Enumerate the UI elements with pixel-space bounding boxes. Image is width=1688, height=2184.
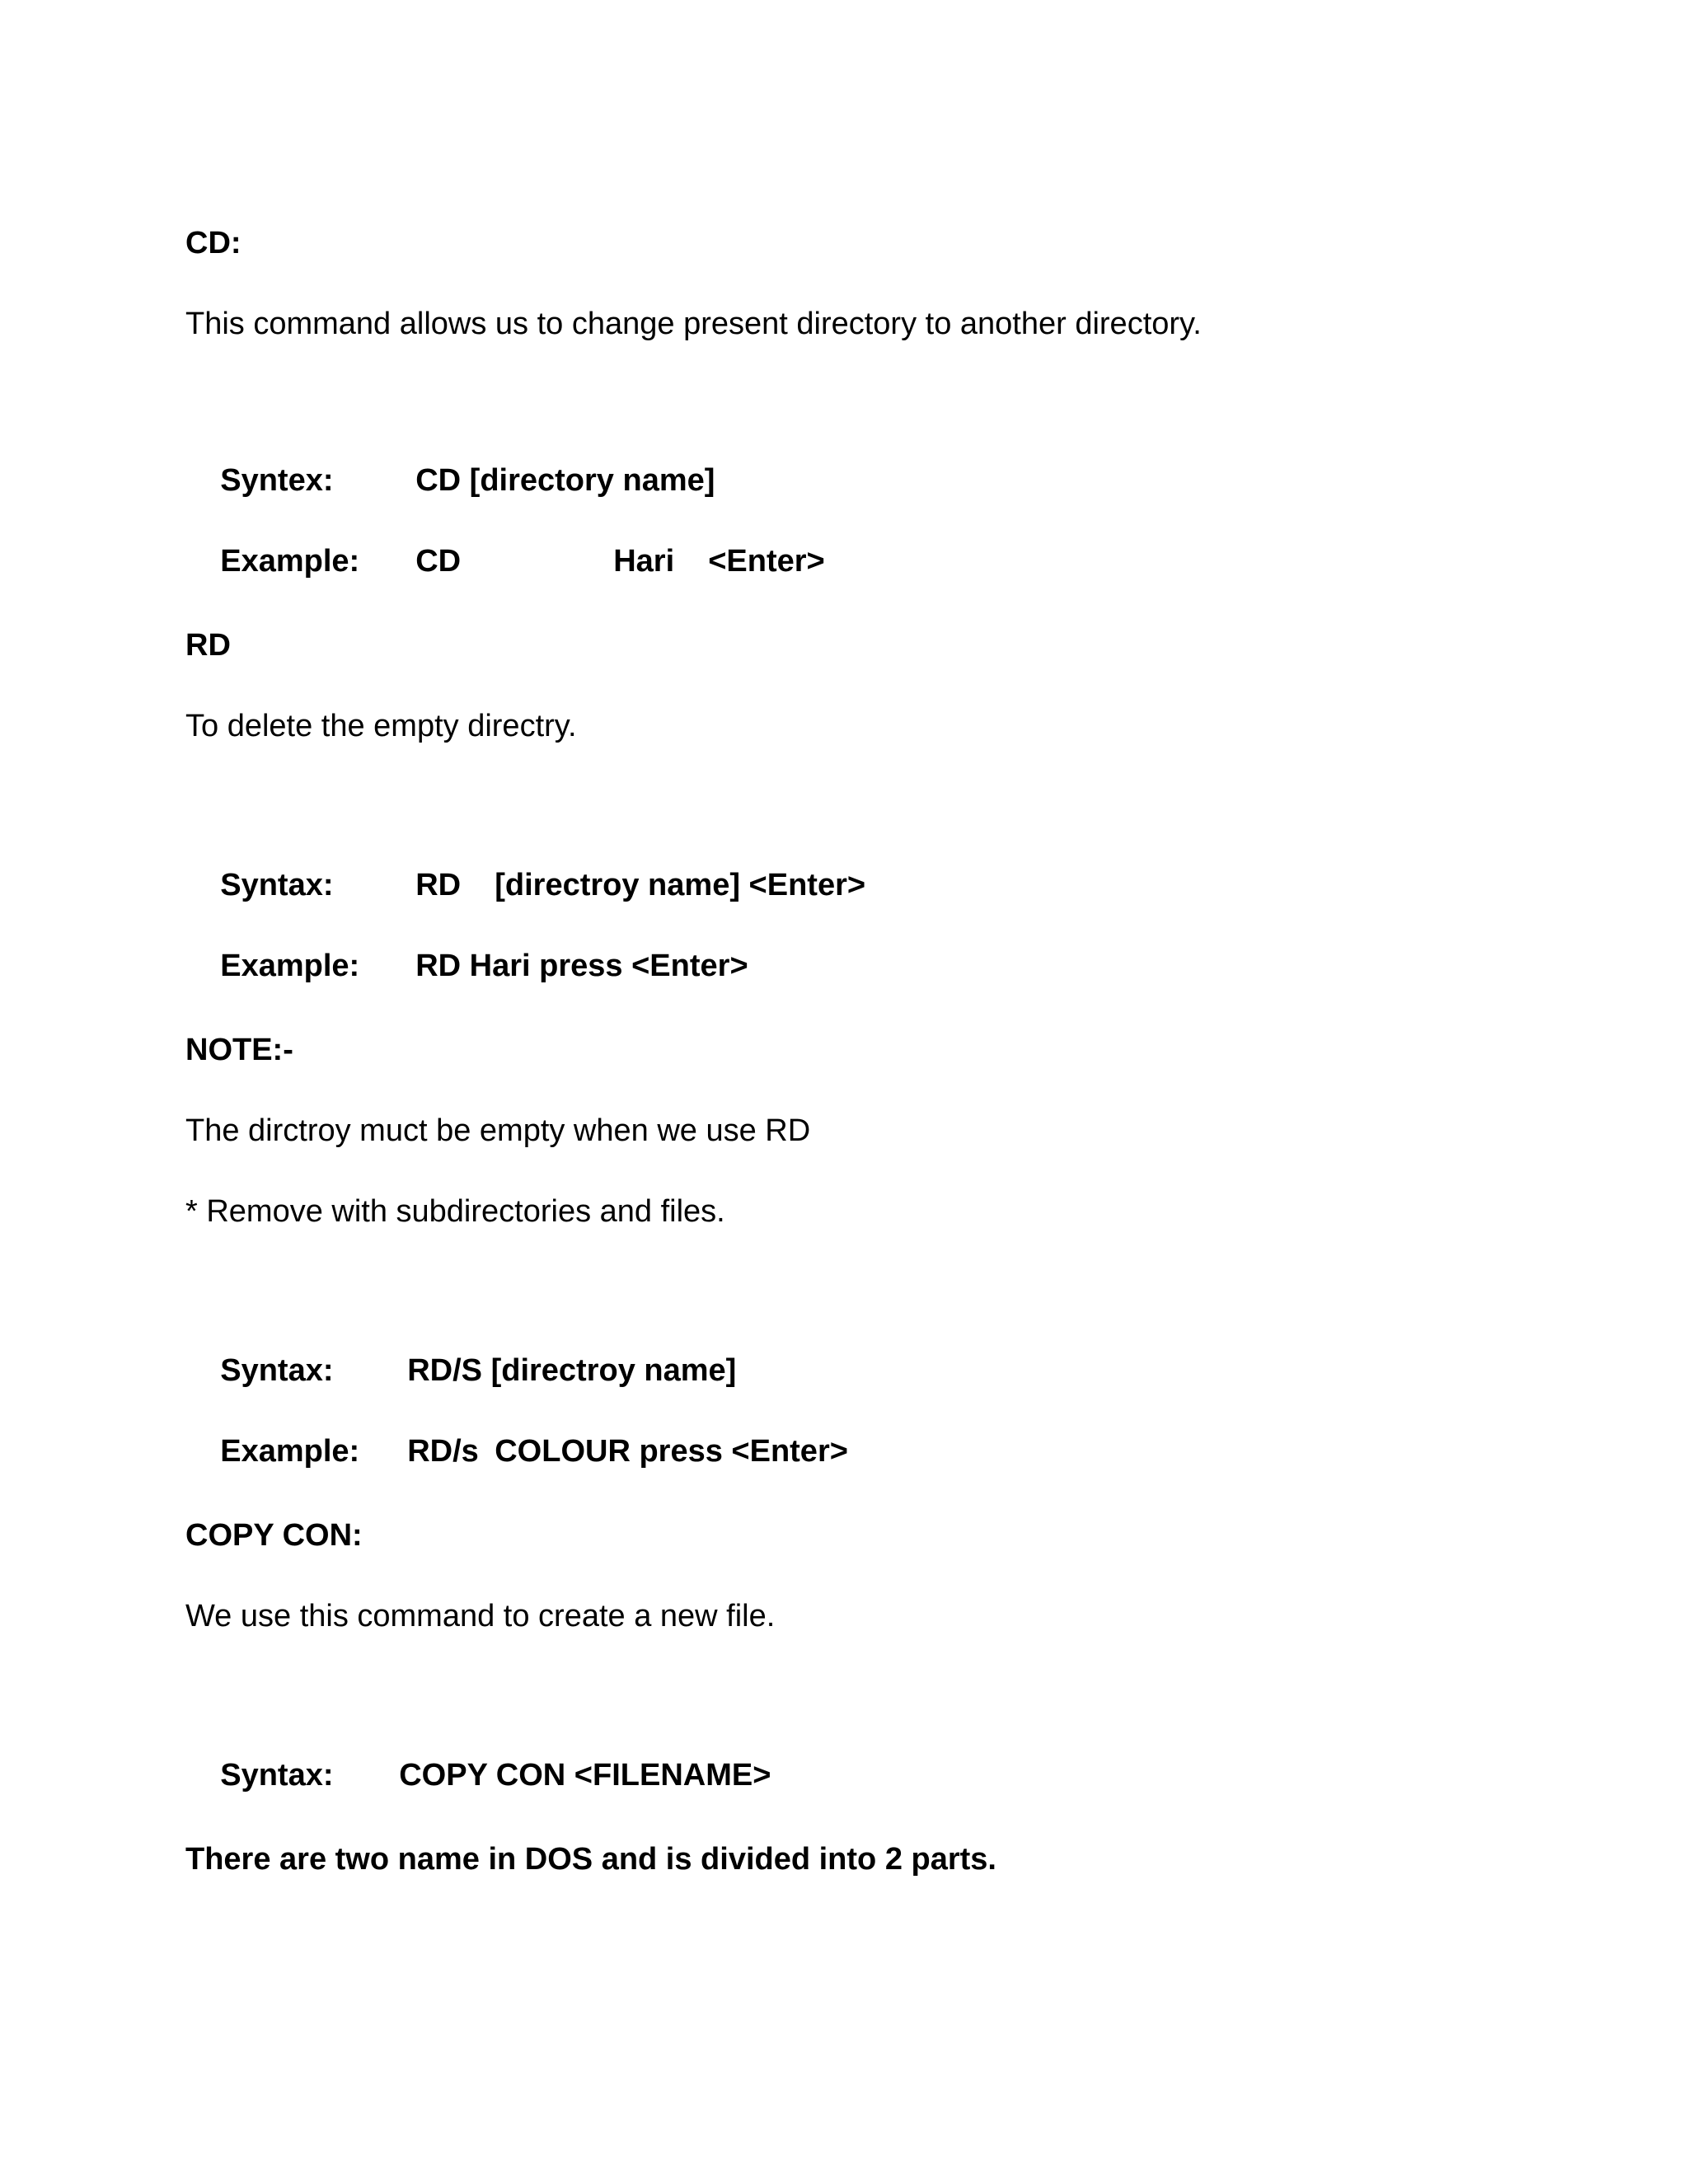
- cd-syntax-value: CD [directory name]: [415, 463, 715, 498]
- rd-syntax-argument: [directroy name] <Enter>: [495, 868, 866, 902]
- cd-syntax-label: Syntex:: [220, 463, 334, 498]
- rd-syntax-command: RD: [415, 868, 462, 902]
- note-line-2: * Remove with subdirectories and files.: [185, 1194, 725, 1229]
- cd-example-line: [185, 504, 825, 618]
- rd-example-value: RD Hari press <Enter>: [415, 949, 748, 983]
- rd-heading: RD: [185, 628, 231, 663]
- note-example-command: RD/s: [407, 1434, 479, 1469]
- note-example-line: [185, 1394, 848, 1508]
- cd-example-label: Example:: [220, 544, 360, 579]
- rd-example-line: [185, 909, 748, 1023]
- rd-example-label: Example:: [220, 949, 360, 983]
- note-line-1: The dirctroy muct be empty when we use RD: [185, 1113, 811, 1148]
- cd-example-argument: Hari: [613, 544, 675, 579]
- cd-heading: CD:: [185, 226, 241, 260]
- rd-syntax-label: Syntax:: [220, 868, 334, 902]
- note-example-argument: COLOUR press <Enter>: [495, 1434, 848, 1469]
- note-heading: NOTE:-: [185, 1033, 293, 1067]
- note-syntax-value: RD/S [directroy name]: [407, 1353, 737, 1388]
- cd-example-key: <Enter>: [708, 544, 825, 579]
- copycon-syntax-label: Syntax:: [220, 1758, 334, 1793]
- copycon-heading: COPY CON:: [185, 1518, 363, 1553]
- copycon-syntax-line: [185, 1718, 771, 1832]
- copycon-description: We use this command to create a new file.: [185, 1599, 776, 1633]
- copycon-syntax-value: COPY CON <FILENAME>: [399, 1758, 771, 1793]
- note-syntax-label: Syntax:: [220, 1353, 334, 1388]
- copycon-closing-statement: There are two name in DOS and is divided into 2 parts.: [185, 1842, 996, 1877]
- cd-description: This command allows us to change present directory to another directory.: [185, 307, 1202, 341]
- cd-example-command: CD: [415, 544, 462, 579]
- rd-description: To delete the empty directry.: [185, 709, 577, 743]
- note-example-label: Example:: [220, 1434, 360, 1469]
